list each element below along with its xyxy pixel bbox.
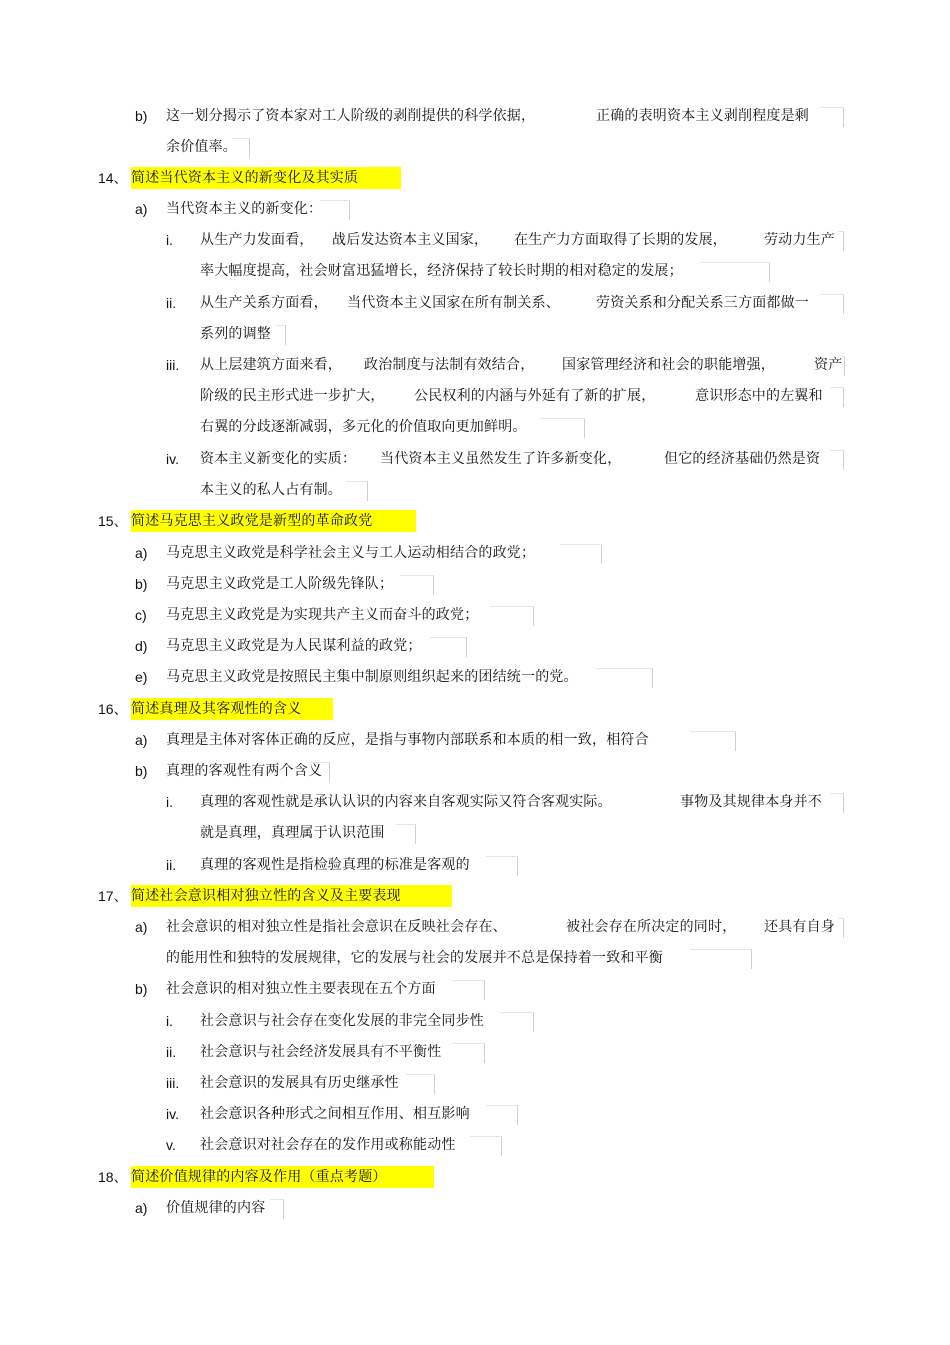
question-number: 18、 — [98, 1169, 128, 1185]
sub-item-ii — [0, 850, 950, 881]
text-box-edge — [406, 1074, 435, 1094]
item-text: 社会意识的相对独立性主要表现在五个方面 — [166, 981, 436, 997]
list-item-continuation — [0, 943, 950, 974]
list-marker: e) — [135, 669, 148, 685]
text-box-edge — [320, 200, 350, 220]
item-text-part: 被社会存在所决定的同时， — [566, 919, 737, 935]
sub-item-continuation — [0, 818, 950, 849]
sub-item-continuation — [0, 412, 950, 443]
item-text-part: 当代资本主义虽然发生了许多新变化， — [380, 451, 622, 467]
item-text: 就是真理，真理属于认识范围 — [200, 825, 385, 841]
list-item-a — [0, 725, 950, 756]
text-box-edge — [346, 481, 368, 501]
list-item-a — [0, 194, 950, 225]
list-marker: v. — [166, 1137, 176, 1153]
list-item-continuation — [0, 132, 950, 163]
text-box-edge — [820, 107, 844, 127]
item-text: 当代资本主义的新变化： — [166, 201, 323, 217]
list-marker: a) — [135, 201, 148, 217]
text-box-edge — [596, 668, 653, 688]
text-box-edge — [310, 762, 330, 782]
list-marker: ii. — [166, 857, 177, 873]
text-box-edge — [690, 949, 752, 969]
item-text: 右翼的分歧逐渐减弱，多元化的价值取向更加鲜明。 — [200, 419, 527, 435]
question-number: 14、 — [98, 170, 128, 186]
sub-item-i — [0, 225, 950, 256]
list-item-a — [0, 912, 950, 943]
item-text: 真理的客观性有两个含义 — [166, 763, 323, 779]
sub-item-continuation — [0, 256, 950, 287]
item-text: 马克思主义政党是科学社会主义与工人运动相结合的政党； — [166, 545, 536, 561]
question-title: 简述社会意识相对独立性的含义及主要表现 — [131, 888, 401, 904]
question-title: 简述马克思主义政党是新型的革命政党 — [131, 513, 373, 529]
item-text: 马克思主义政党是工人阶级先锋队； — [166, 576, 394, 592]
question-15-heading — [0, 506, 950, 537]
text-box-edge — [700, 262, 770, 282]
text-box-edge — [470, 1136, 502, 1156]
text-box-edge — [838, 231, 844, 251]
text-box-edge — [540, 418, 585, 438]
list-marker: d) — [135, 638, 148, 654]
question-title: 简述当代资本主义的新变化及其实质 — [131, 170, 359, 186]
text-box-edge — [820, 294, 844, 314]
text-box-edge — [486, 856, 518, 876]
list-marker: ii. — [166, 295, 177, 311]
text-box-edge — [490, 606, 534, 626]
item-text: 马克思主义政党是为人民谋利益的政党； — [166, 638, 422, 654]
text-box-edge — [396, 824, 416, 844]
text-box-edge — [452, 980, 485, 1000]
item-text: 的能用性和独特的发展规律，它的发展与社会的发展并不总是保持着一致和平衡 — [166, 950, 663, 966]
list-marker: b) — [135, 763, 148, 779]
list-marker: b) — [135, 981, 148, 997]
sub-item-continuation — [0, 319, 950, 350]
text-box-edge — [430, 637, 467, 657]
text-box-edge — [232, 138, 250, 158]
item-text: 马克思主义政党是为实现共产主义而奋斗的政党； — [166, 607, 479, 623]
text-box-edge — [830, 450, 844, 470]
text-box-edge — [400, 575, 434, 595]
item-text: 从生产力发面看， — [200, 232, 314, 248]
list-marker: a) — [135, 545, 148, 561]
list-marker: i. — [166, 794, 173, 810]
list-marker: i. — [166, 232, 173, 248]
item-text-part: 在生产力方面取得了长期的发展， — [514, 232, 727, 248]
list-item-b — [0, 974, 950, 1005]
item-text: 社会意识各种形式之间相互作用、相互影响 — [200, 1106, 470, 1122]
sub-item-continuation — [0, 475, 950, 506]
list-marker: i. — [166, 1013, 173, 1029]
item-text: 这一划分揭示了资本家对工人阶级的剥削提供的科学依据， — [166, 108, 536, 124]
list-item-b — [0, 569, 950, 600]
list-item-d — [0, 631, 950, 662]
item-text: 阶级的民主形式进一步扩大， — [200, 388, 385, 404]
text-box-edge — [830, 387, 844, 407]
item-text-part: 国家管理经济和社会的职能增强， — [562, 357, 775, 373]
list-item-a — [0, 1193, 950, 1224]
question-number: 16、 — [98, 701, 128, 717]
item-text-part: 但它的经济基础仍然是资 — [664, 451, 821, 467]
sub-item-continuation — [0, 381, 950, 412]
item-text: 真理的客观性就是承认认识的内容来自客观实际又符合客观实际。 — [200, 794, 612, 810]
item-text: 马克思主义政党是按照民主集中制原则组织起来的团结统一的党。 — [166, 669, 578, 685]
sub-item-ii — [0, 288, 950, 319]
item-text-part: 当代资本主义国家在所有制关系、 — [347, 295, 560, 311]
item-text: 社会意识对社会存在的发作用或称能动性 — [200, 1137, 456, 1153]
item-text: 率大幅度提高，社会财富迅猛增长，经济保持了较长时期的相对稳定的发展； — [200, 263, 683, 279]
list-marker: a) — [135, 732, 148, 748]
sub-item-v — [0, 1130, 950, 1161]
list-marker: b) — [135, 576, 148, 592]
text-box-edge — [560, 544, 602, 564]
item-text: 余价值率。 — [166, 139, 237, 155]
item-text-part: 还具有自身 — [764, 919, 835, 935]
item-text-continued: 事物及其规律本身并不 — [680, 794, 822, 810]
text-box-edge — [830, 793, 844, 813]
item-text: 从上层建筑方面来看， — [200, 357, 342, 373]
sub-item-iv — [0, 444, 950, 475]
list-marker: c) — [135, 607, 147, 623]
question-title: 简述真理及其客观性的含义 — [131, 701, 302, 717]
list-marker: b) — [135, 108, 148, 124]
list-item-b — [0, 101, 950, 132]
item-text: 真理是主体对客体正确的反应，是指与事物内部联系和本质的相一致，相符合 — [166, 732, 649, 748]
text-box-edge — [276, 325, 286, 345]
question-number: 15、 — [98, 513, 128, 529]
list-marker: iv. — [166, 451, 179, 467]
list-marker: iii. — [166, 1075, 180, 1091]
list-item-b — [0, 756, 950, 787]
item-text: 本主义的私人占有制。 — [200, 482, 342, 498]
text-box-edge — [486, 1105, 518, 1125]
list-marker: iv. — [166, 1106, 179, 1122]
question-number: 17、 — [98, 888, 128, 904]
item-text: 真理的客观性是指检验真理的标准是客观的 — [200, 857, 470, 873]
sub-item-iii — [0, 350, 950, 381]
list-marker: ii. — [166, 1044, 177, 1060]
question-16-heading — [0, 694, 950, 725]
item-text-part: 公民权利的内涵与外延有了新的扩展， — [414, 388, 656, 404]
item-text-part: 资产 — [814, 357, 843, 373]
item-text-part: 劳资关系和分配关系三方面都做一 — [596, 295, 809, 311]
item-text: 社会意识与社会存在变化发展的非完全同步性 — [200, 1013, 484, 1029]
item-text-part: 政治制度与法制有效结合， — [364, 357, 535, 373]
item-text-part: 战后发达资本主义国家， — [332, 232, 489, 248]
item-text: 社会意识与社会经济发展具有不平衡性 — [200, 1044, 442, 1060]
question-17-heading — [0, 881, 950, 912]
question-18-heading — [0, 1162, 950, 1193]
item-text: 资本主义新变化的实质： — [200, 451, 357, 467]
item-text: 从生产关系方面看， — [200, 295, 328, 311]
item-text-continued: 正确的表明资本主义剥削程度是剩 — [596, 108, 809, 124]
text-box-edge — [838, 918, 844, 938]
item-text-part: 意识形态中的左翼和 — [695, 388, 823, 404]
item-text: 系列的调整 — [200, 326, 271, 342]
item-text: 社会意识的发展具有历史继承性 — [200, 1075, 399, 1091]
list-marker: iii. — [166, 357, 180, 373]
sub-item-i — [0, 1006, 950, 1037]
list-marker: a) — [135, 1200, 148, 1216]
sub-item-ii — [0, 1037, 950, 1068]
question-title: 简述价值规律的内容及作用（重点考题） — [131, 1169, 387, 1185]
sub-item-i — [0, 787, 950, 818]
sub-item-iv — [0, 1099, 950, 1130]
list-item-c — [0, 600, 950, 631]
item-text: 社会意识的相对独立性是指社会意识在反映社会存在、 — [166, 919, 507, 935]
item-text-part: 劳动力生产 — [764, 232, 835, 248]
list-item-a — [0, 538, 950, 569]
text-box-edge — [452, 1043, 485, 1063]
item-text: 价值规律的内容 — [166, 1200, 266, 1216]
text-box-edge — [842, 356, 845, 376]
list-item-e — [0, 662, 950, 693]
text-box-edge — [500, 1012, 534, 1032]
list-marker: a) — [135, 919, 148, 935]
sub-item-iii — [0, 1068, 950, 1099]
question-14-heading — [0, 163, 950, 194]
text-box-edge — [270, 1199, 284, 1219]
text-box-edge — [690, 731, 736, 751]
